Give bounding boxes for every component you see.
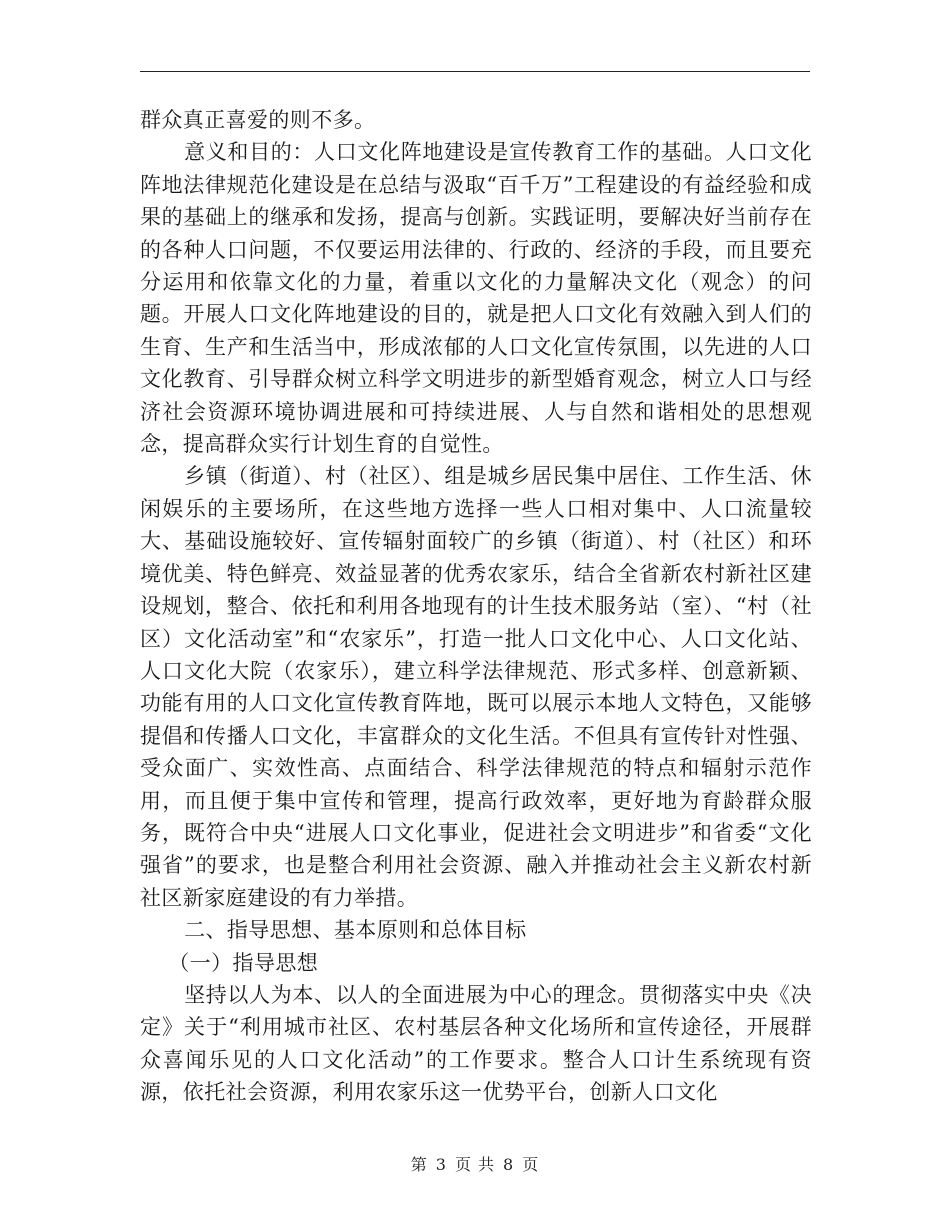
header-rule [140,71,810,72]
document-body [140,104,812,1109]
footer-prefix: 第 [410,1155,428,1174]
footer-total-pages: 8 [503,1155,515,1174]
footer-middle: 页 共 [454,1155,496,1174]
footer-page-number: 3 [435,1155,447,1174]
paragraph-1: 群众真正喜爱的则不多。 [140,108,376,132]
paragraph-4: 坚持以人为本、以人的全面进展为中心的理念。贯彻落实中央《决定》关于“利用城市社区、农村基层各种文化场所和宣传途径，开展群众喜闻乐见的人口文化活动”的工作要求。整合人口计生系统现有资源，依托社会资源，利用农家乐这一优势平台，创新人口文化 [140,982,812,1105]
footer-suffix: 页 [522,1155,540,1174]
subsection-heading: （一）指导思想 [168,950,319,975]
page-footer [0,1152,950,1175]
section-heading: 二、指导思想、基本原则和总体目标 [184,918,527,943]
paragraph-2: 意义和目的：人口文化阵地建设是宣传教育工作的基础。人口文化阵地法律规范化建设是在总结与汲取“百千万”工程建设的有益经验和成果的基础上的继承和发扬，提高与创新。实践证明，要解决好当前存在的各种人口问题，不仅要运用法律的、行政的、经济的手段，而且要充分运用和依靠文化的力量，着重以文化的力量解决文化（观念）的问题。开展人口文化阵地建设的目的，就是把人口文化有效融入到人们的生育、生产和生活当中，形成浓郁的人口文化宣传氛围，以先进的人口文化教育、引导群众树立科学文明进步的新型婚育观念，树立人口与经济社会资源环境协调进展和可持续进展、人与自然和谐相处的思想观念，提高群众实行计划生育的自觉性。 [140,140,812,457]
paragraph-3: 乡镇（街道）、村（社区）、组是城乡居民集中居住、工作生活、休闲娱乐的主要场所，在这些地方选择一些人口相对集中、人口流量较大、基础设施较好、宣传辐射面较广的乡镇（街道）、村（社区）和环境优美、特色鲜亮、效益显著的优秀农家乐，结合全省新农村新社区建设规划，整合、依托和利用各地现有的计生技术服务站（室）、“村（社区）文化活动室”和“农家乐”，打造一批人口文化中心、人口文化站、人口文化大院（农家乐），建立科学法律规范、形式多样、创意新颖、功能有用的人口文化宣传教育阵地，既可以展示本地人文特色，又能够提倡和传播人口文化，丰富群众的文化生活。不但具有宣传针对性强、受众面广、实效性高、点面结合、科学法律规范的特点和辐射示范作用，而且便于集中宣传和管理，提高行政效率，更好地为育龄群众服务，既符合中央“进展人口文化事业，促进社会文明进步”和省委“文化强省”的要求，也是整合利用社会资源、融入并推动社会主义新农村新社区新家庭建设的有力举措。 [140,464,812,910]
